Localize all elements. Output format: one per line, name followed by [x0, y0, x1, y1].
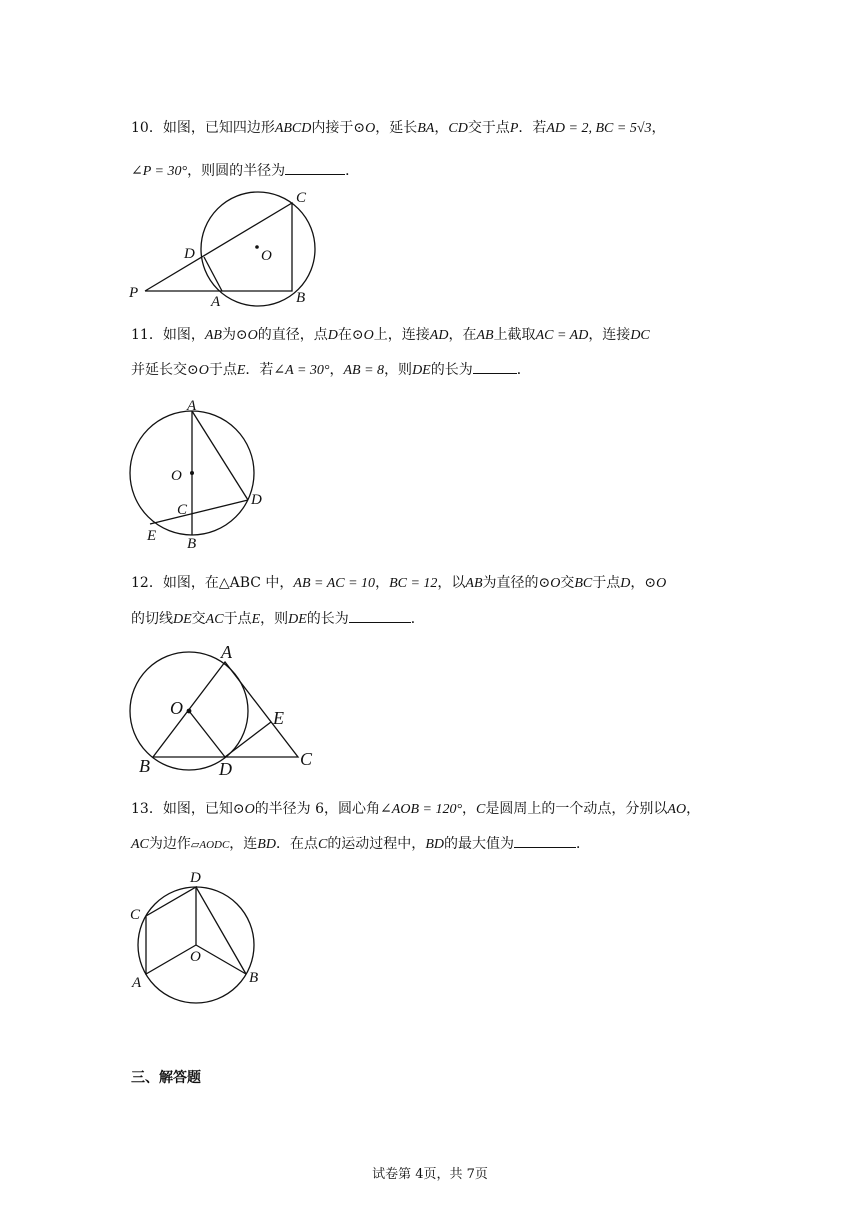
q12-label-a: A — [221, 642, 232, 662]
q10-figure — [125, 185, 335, 310]
q12-line1: 12．如图，在△ABC 中，AB = AC = 10，BC = 12，以AB为直径的⊙O交BC于点D，⊙O — [131, 575, 667, 591]
q11-line2: 并延长交⊙O于点E．若∠A = 30°，AB = 8，则DE的长为 ． — [131, 359, 531, 381]
q11-line1: 11．如图，AB为⊙O的直径，点D在⊙O上，连接AD，在AB上截取AC = AD，连接DC — [131, 327, 650, 343]
q10-label-d: D — [184, 246, 195, 262]
q12-line2: 的切线DE交AC于点E，则DE的长为 ． — [131, 608, 425, 630]
q11-line-de — [150, 500, 248, 524]
q10-label-o: O — [261, 248, 272, 264]
q12-line-od — [189, 711, 225, 757]
answer-blank — [514, 833, 576, 848]
q13-label-c: C — [130, 907, 141, 923]
q11-label-e: E — [147, 528, 157, 544]
q10-label-c: C — [296, 190, 307, 206]
answer-blank — [349, 608, 411, 623]
q12-figure — [125, 640, 325, 780]
q11-chord-ad — [192, 411, 248, 500]
q13-parallelogram-aodc — [146, 887, 196, 974]
answer-blank — [473, 359, 517, 374]
q10-label-a: A — [211, 294, 221, 310]
q11-label-c: C — [177, 502, 188, 518]
q13-label-a: A — [132, 975, 142, 991]
q13-figure — [125, 865, 275, 1025]
q10-line1: 10．如图，已知四边形ABCD内接于⊙O，延长BA，CD交于点P．若AD = 2, BC = 5√3， — [131, 120, 666, 136]
answer-blank — [285, 160, 345, 175]
q13-label-o: O — [190, 949, 201, 965]
q12-label-o: O — [170, 698, 183, 718]
q13-line-bd — [196, 887, 246, 974]
q12-label-d: D — [219, 759, 232, 779]
q12-label-e: E — [273, 708, 284, 728]
q12-label-c: C — [300, 749, 313, 769]
section-heading: 三、解答题 — [131, 1070, 201, 1086]
page-footer: 试卷第 4页，共 7页 — [372, 1167, 488, 1182]
q10-label-p: P — [129, 285, 139, 301]
q10-label-b: B — [296, 290, 306, 306]
q12-tangent-de — [225, 722, 271, 757]
q12-center-dot — [187, 709, 192, 714]
q10-circle — [201, 192, 315, 306]
q13-label-b: B — [249, 970, 259, 986]
q10-lines — [145, 203, 292, 291]
q12-label-b: B — [139, 756, 150, 776]
q11-label-o: O — [171, 468, 182, 484]
q11-label-b: B — [187, 536, 197, 552]
q11-figure — [125, 395, 285, 555]
q11-label-a: A — [187, 398, 197, 414]
q13-label-d: D — [190, 870, 201, 886]
q11-label-d: D — [251, 492, 262, 508]
q10-center-dot — [255, 245, 259, 249]
q13-line2: AC为边作▱AODC，连BD．在点C的运动过程中，BD的最大值为 ． — [131, 833, 590, 855]
q13-line1: 13．如图，已知⊙O的半径为 6，圆心角∠AOB = 120°，C是圆周上的一个动点，分别以AO， — [131, 801, 701, 817]
q13-radius-ob — [196, 945, 246, 974]
q10-line2: ∠P = 30°，则圆的半径为 ． — [131, 160, 359, 182]
q11-center-dot — [190, 471, 194, 475]
